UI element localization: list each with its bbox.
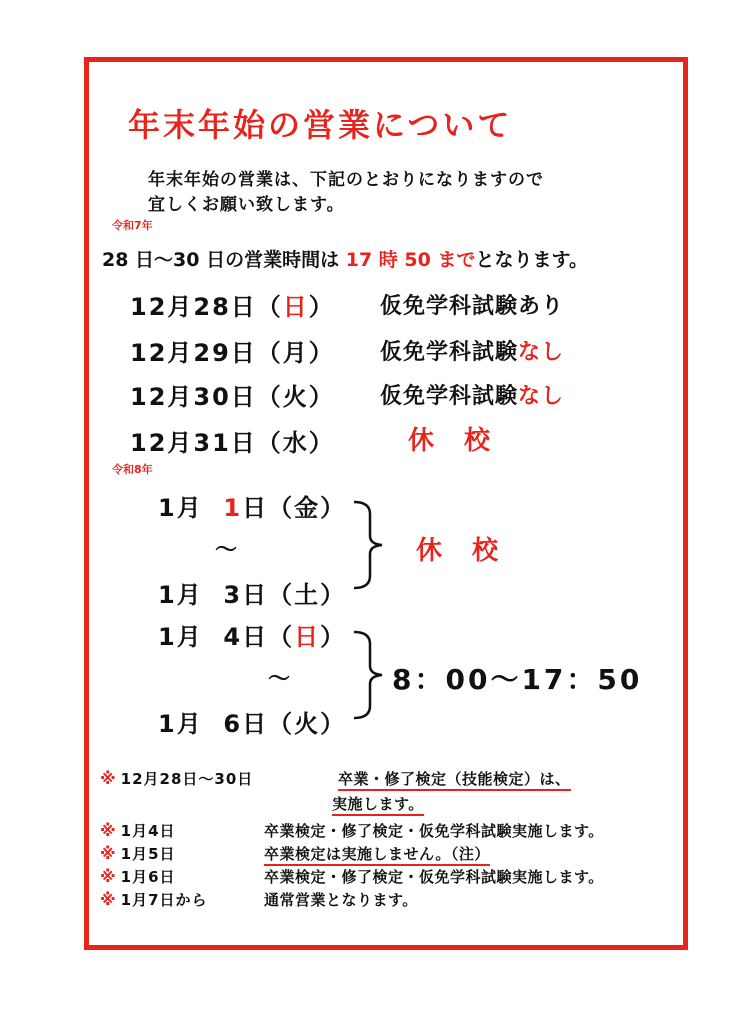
era-label-r7: 令和7年 [112, 219, 153, 232]
paren-close: ） [308, 429, 335, 457]
closed-label-jan: 休 校 [416, 536, 501, 566]
day-number: 1 [223, 494, 243, 522]
hours-notice-highlight: 17 時 50 まで [345, 249, 476, 271]
jan-closed-end [158, 575, 346, 610]
paren-open: （ [256, 339, 283, 367]
note-text-underlined: 実施します。 [332, 795, 424, 816]
month: 1月 [158, 581, 203, 609]
row-date: 12月30日 [130, 383, 257, 411]
closed-label-dec31: 休 校 [408, 426, 493, 456]
paren-close: ） [308, 339, 335, 367]
note-text-underlined: 卒業検定は実施しません。（注） [264, 845, 490, 866]
december-row-note [380, 379, 564, 410]
range-tilde: ～ [268, 667, 291, 692]
jan-open-end [158, 704, 346, 739]
brace-closed-range [352, 500, 392, 590]
note-mark: ※ [100, 769, 116, 788]
row-note-red: なし [518, 340, 565, 365]
month: 1月 [158, 623, 203, 651]
jan-open-start [158, 617, 346, 652]
paren-close: ） [308, 383, 335, 411]
note-item [100, 866, 176, 887]
note-mark: ※ [100, 844, 116, 863]
note-item [100, 820, 176, 841]
day-number: 3 [223, 581, 243, 609]
paren-close: ） [308, 293, 335, 321]
note-date: 1月4日 [120, 822, 176, 840]
day-unit: 日 [242, 494, 269, 522]
note-text-cont [332, 793, 424, 814]
note-text [264, 843, 490, 864]
jan-closed-start [158, 488, 346, 523]
note-text: 通常営業となります。 [264, 891, 418, 909]
day-unit: 日 [242, 623, 269, 651]
row-note: 仮免学科試験あり [380, 294, 565, 319]
intro-line-2: 宜しくお願い致します。 [148, 195, 345, 215]
paren-open: （ [268, 623, 295, 651]
row-date: 12月29日 [130, 339, 257, 367]
row-dow: 水 [282, 429, 309, 457]
note-item [100, 768, 253, 789]
row-note: 仮免学科試験 [380, 340, 519, 365]
december-row [130, 333, 335, 368]
note-item [100, 889, 208, 910]
dow: （金） [268, 494, 347, 522]
december-row-note [380, 335, 564, 366]
day-unit: 日 [242, 581, 269, 609]
note-date: 1月6日 [120, 868, 176, 886]
brace-open-range [352, 630, 392, 720]
paren-open: （ [256, 429, 283, 457]
december-row-note [380, 289, 564, 320]
note-text-underlined: 卒業・修了検定（技能検定）は、 [338, 770, 571, 791]
december-row [130, 377, 335, 412]
row-dow: 日 [282, 293, 309, 321]
hours-notice-suffix: となります。 [475, 249, 588, 271]
note-mark: ※ [100, 867, 116, 886]
paren-close: ） [320, 623, 347, 651]
note-text: 卒業検定・修了検定・仮免学科試験実施します。 [264, 868, 604, 886]
row-note: 仮免学科試験 [380, 384, 519, 409]
dow: （火） [268, 710, 347, 738]
note-date: 12月28日～30日 [120, 770, 254, 788]
row-date: 12月28日 [130, 293, 257, 321]
note-mark: ※ [100, 890, 116, 909]
note-mark: ※ [100, 821, 116, 840]
business-hours: 8：00～17：50 [392, 663, 643, 696]
row-note-red: なし [518, 384, 565, 409]
dow: 日 [294, 623, 321, 651]
note-item [100, 843, 176, 864]
hours-notice [102, 245, 588, 272]
day-number: 4 [223, 623, 243, 651]
hours-notice-prefix: 28 日～30 日の営業時間は [102, 249, 340, 271]
month: 1月 [158, 494, 203, 522]
row-dow: 火 [282, 383, 309, 411]
dow: （土） [268, 581, 347, 609]
december-row [130, 287, 335, 322]
era-label-r8: 令和8年 [112, 463, 153, 476]
note-text [338, 768, 571, 789]
note-date: 1月5日 [120, 845, 176, 863]
month: 1月 [158, 710, 203, 738]
paren-open: （ [256, 383, 283, 411]
intro-line-1: 年末年始の営業は、下記のとおりになりますので [148, 170, 544, 190]
day-unit: 日 [242, 710, 269, 738]
page-title: 年末年始の営業について [128, 106, 513, 144]
paren-open: （ [256, 293, 283, 321]
december-row [130, 423, 335, 458]
note-text: 卒業検定・修了検定・仮免学科試験実施します。 [264, 822, 604, 840]
day-number: 6 [223, 710, 243, 738]
note-date: 1月7日から [120, 891, 208, 909]
row-dow: 月 [282, 339, 309, 367]
range-tilde: ～ [215, 538, 238, 563]
row-date: 12月31日 [130, 429, 257, 457]
